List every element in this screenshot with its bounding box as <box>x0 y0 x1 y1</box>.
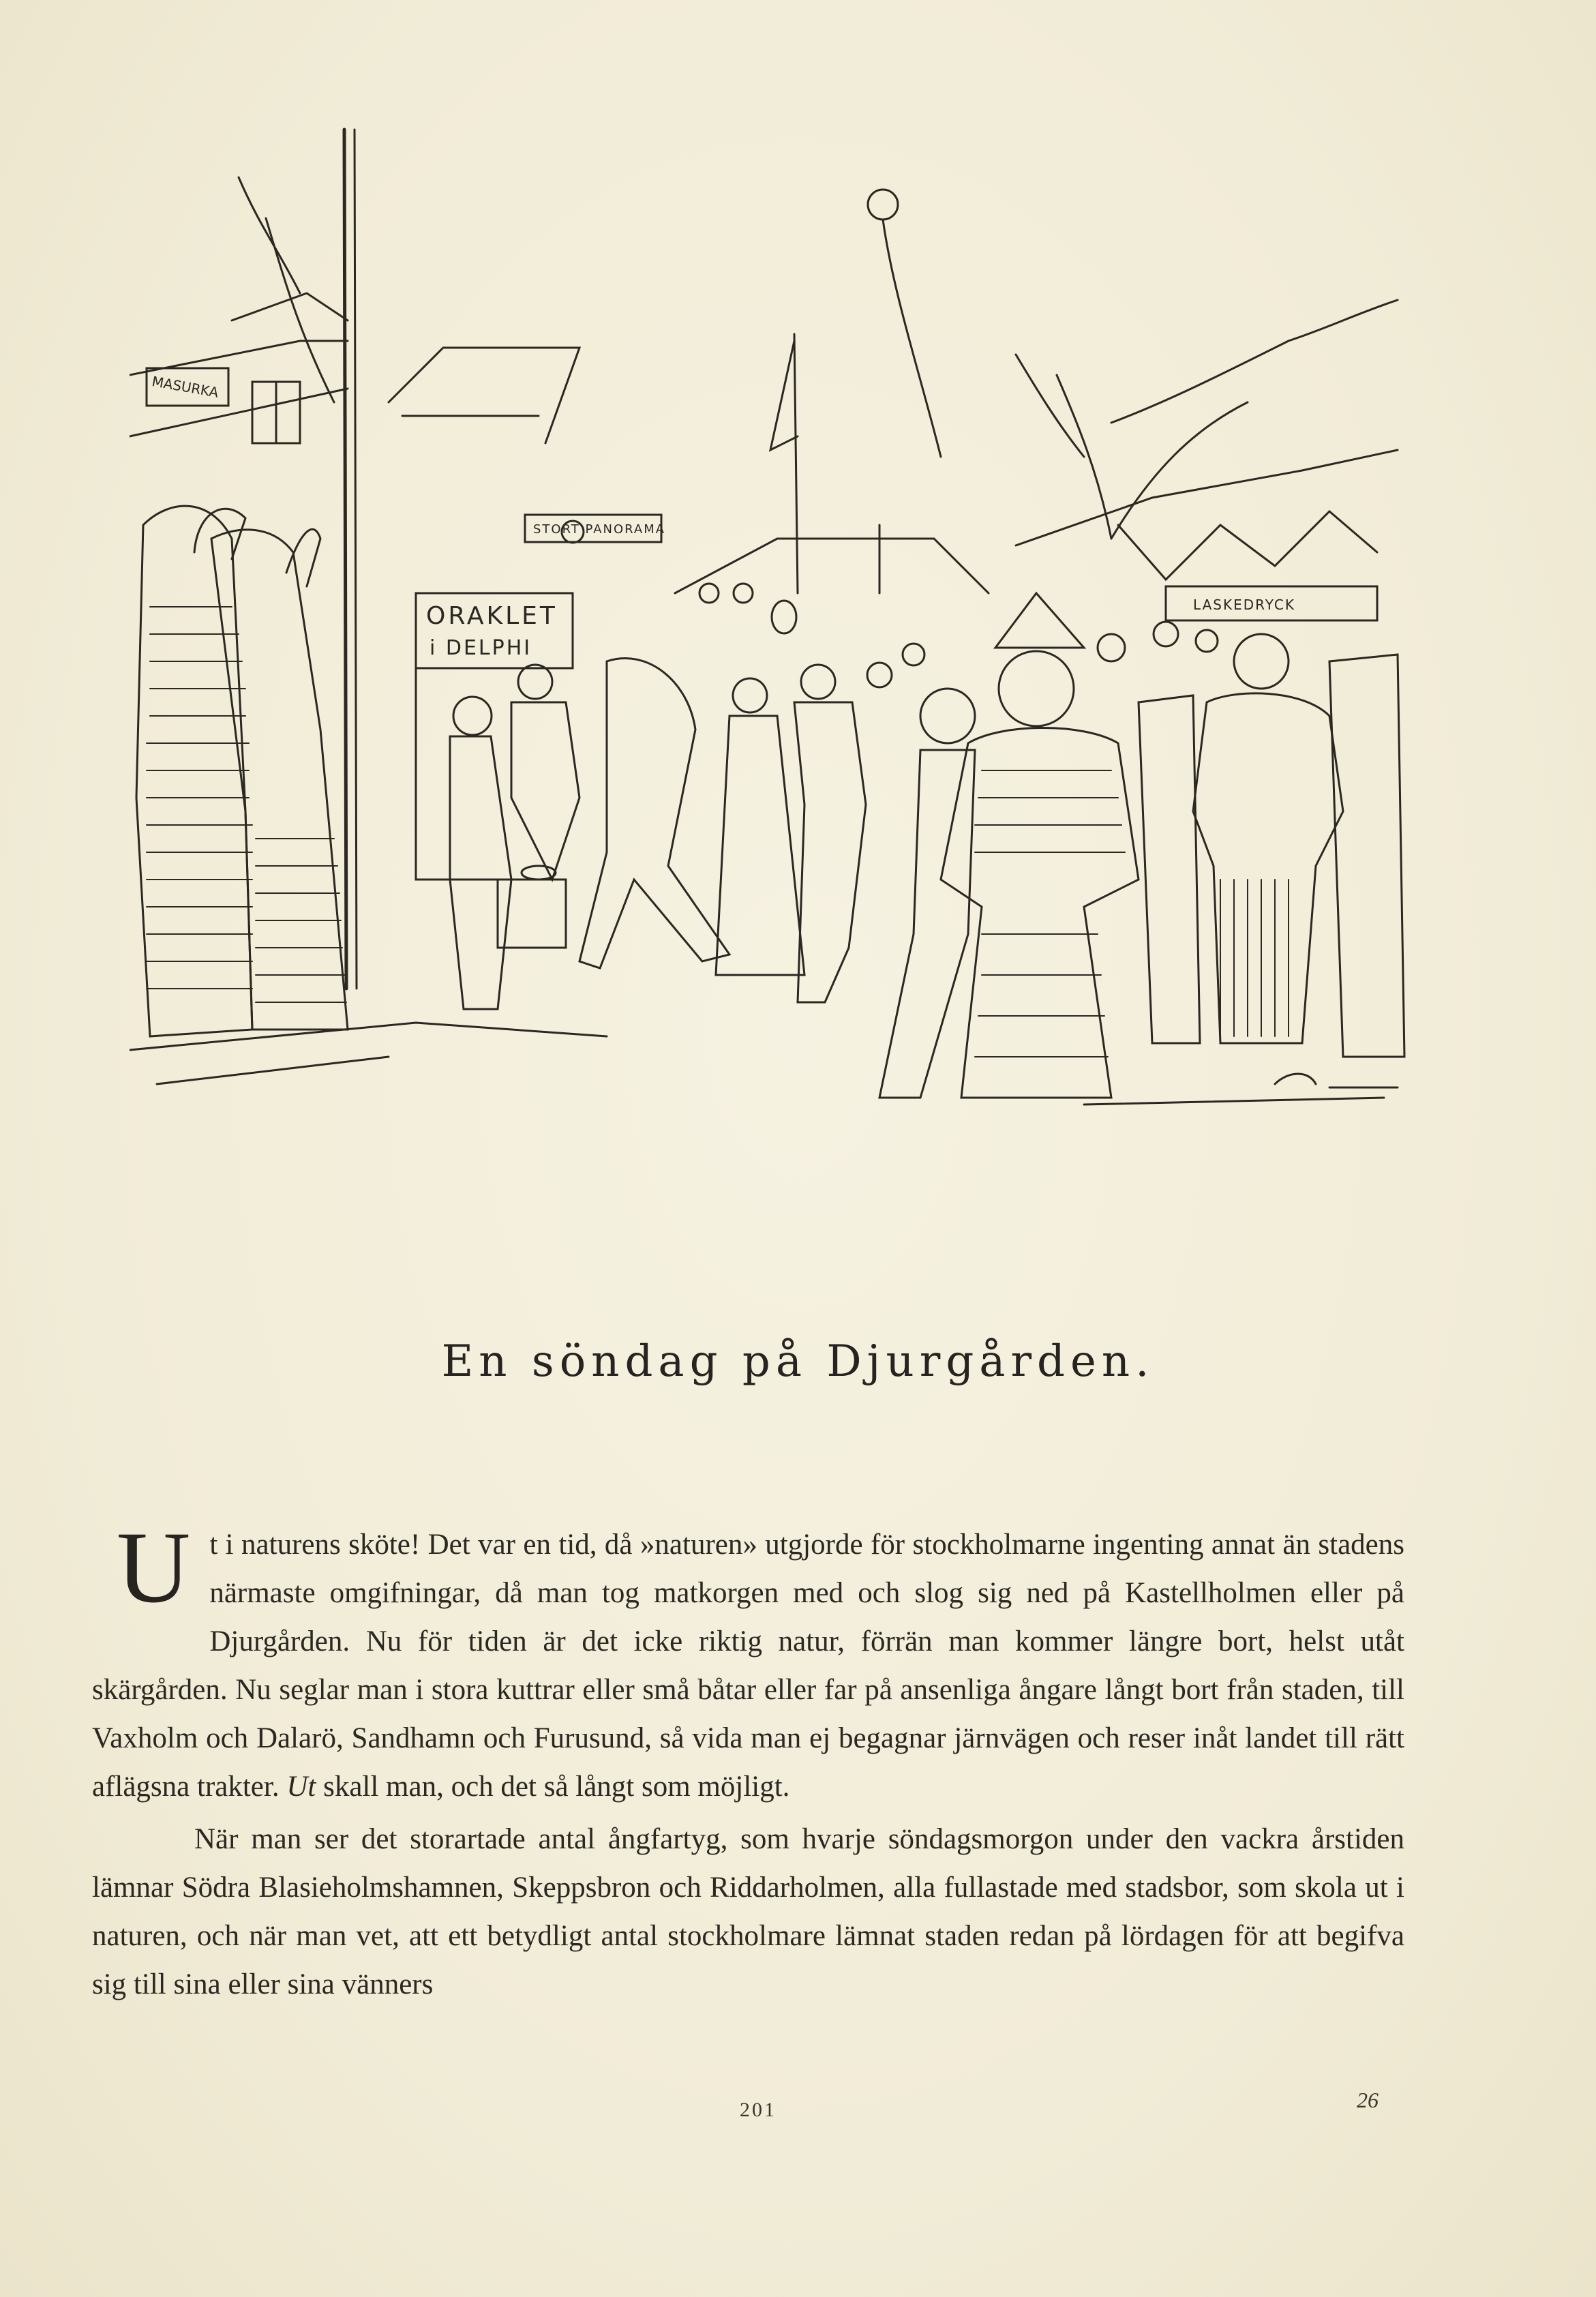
sign-laskedryck: LASKEDRYCK <box>1193 597 1295 613</box>
body-text <box>92 1511 1404 2009</box>
italic-word: Ut <box>286 1771 316 1803</box>
sign-masurka: MASURKA <box>151 373 220 401</box>
fairground-drawing <box>130 116 1411 1118</box>
paragraph-1-end: skall man, och det så långt som möjligt. <box>323 1771 790 1803</box>
sign-stort-panorama: STORT PANORAMA <box>533 522 666 537</box>
drop-cap: U <box>117 1511 191 1624</box>
fairground-illustration <box>130 116 1411 1118</box>
signature-mark: 26 <box>1357 2088 1379 2112</box>
chapter-title: En söndag på Djurgården. <box>441 1336 1155 1387</box>
paragraph-2: När man ser det storartade antal ångfartyg, som hvarje söndagsmorgon under den vackra årstiden lämnar Södra Blasieholmshamnen, Skeppsbron och Riddarholmen, alla fullastade med stadsbor, som skola ut i naturen, och när man vet, att ett betydligt antal stockholmare lämnat staden redan på lördagen för att begifva sig till sina eller sina vänners <box>92 1823 1404 2000</box>
page-number: 201 <box>740 2099 777 2121</box>
sign-delphi: i DELPHI <box>430 636 532 660</box>
paragraph-1-text: t i naturens sköte! Det var en tid, då »naturen» utgjorde för stockholmarne ingenting annat än stadens närmaste omgifningar, då man tog matkorgen med och slog sig ned på Kastellholmen eller på Djurgården. Nu för tiden är det icke riktig natur, förrän man kommer längre bort, helst utåt skärgården. Nu seglar man i stora kuttrar eller små båtar eller far på ansenliga ångare långt bort från staden, till Vaxholm och Dalarö, Sandhamn och Furusund, så vida man ej begagnar järnvägen och reser inåt landet till rätt aflägsna trakter. <box>92 1529 1404 1803</box>
sign-oraklet: ORAKLET <box>426 602 558 630</box>
paragraph-1 <box>92 1511 1404 1811</box>
